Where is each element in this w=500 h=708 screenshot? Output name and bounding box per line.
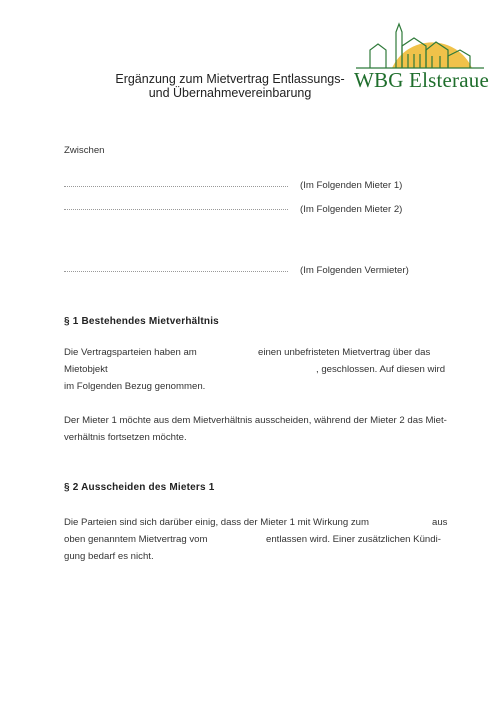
logo-emblem-icon [352, 20, 488, 70]
logo-text: WBG Elsteraue [354, 68, 489, 92]
title-line-2: und Übernahmevereinbarung [148, 86, 312, 100]
section-1-p2-line2: verhältnis fortsetzen möchte. [64, 432, 187, 443]
section-1-p2-line1: Der Mieter 1 möchte aus dem Mietverhältnis ausscheiden, während der Mieter 2 das Miet- [64, 415, 447, 426]
section-2-heading: § 2 Ausscheiden des Mieters 1 [64, 482, 215, 493]
party-1-blank[interactable] [64, 186, 288, 187]
section-2-line1a: Die Parteien sind sich darüber einig, dass der Mieter 1 mit Wirkung zum [64, 517, 369, 528]
party-2-label: (Im Folgenden Mieter 2) [300, 204, 403, 215]
section-2-line3: gung bedarf es nicht. [64, 551, 154, 562]
party-1-label: (Im Folgenden Mieter 1) [300, 180, 403, 191]
section-1-p1-line1a: Die Vertragsparteien haben am [64, 347, 197, 358]
comma-mark: , [316, 364, 319, 375]
section-1-p1-line3: im Folgenden Bezug genommen. [64, 381, 206, 392]
section-2-line2b: entlassen wird. Einer zusätzlichen Kündi- [266, 534, 441, 545]
intro-text: Zwischen [64, 145, 105, 156]
section-1-p1-line2a: Mietobjekt [64, 364, 108, 375]
section-1-p1-line2b-text: geschlossen. Auf diesen wird [321, 364, 446, 375]
document-title [100, 72, 360, 100]
party-3-blank[interactable] [64, 271, 288, 272]
section-1-p1-line1b: einen unbefristeten Mietvertrag über das [258, 347, 431, 358]
title-line-1: Ergänzung zum Mietvertrag Entlassungs- [115, 72, 345, 86]
section-1-p1-line2b [316, 361, 445, 379]
section-1-heading: § 1 Bestehendes Mietverhältnis [64, 316, 219, 327]
party-3-label: (Im Folgenden Vermieter) [300, 265, 409, 276]
section-2-line2a: oben genanntem Mietvertrag vom [64, 534, 208, 545]
section-2-line1b: aus [432, 517, 448, 528]
party-2-blank[interactable] [64, 209, 288, 210]
